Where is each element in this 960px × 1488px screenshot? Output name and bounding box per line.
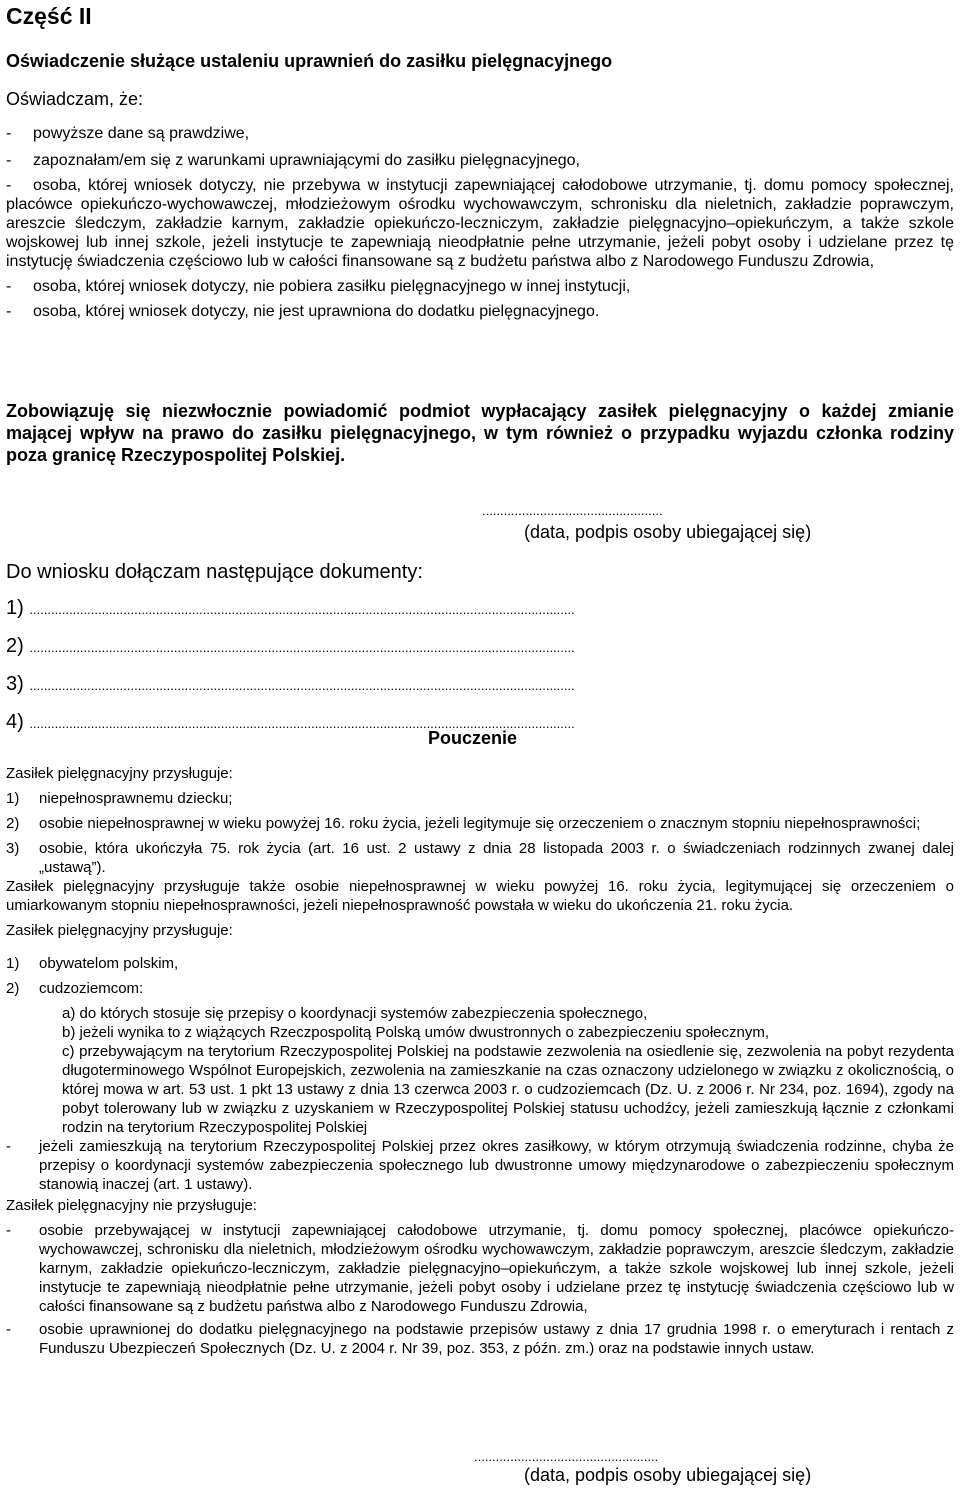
entitled-heading: Zasiłek pielęgnacyjny przysługuje:	[6, 922, 233, 939]
document-blank: .......................................................................................................................................................	[29, 678, 575, 693]
item-text: niepełnosprawnemu dziecku;	[39, 790, 233, 807]
document-line	[6, 634, 954, 672]
declaration-text: osoba, której wniosek dotyczy, nie jest uprawniona do dodatku pielęgnacyjnego.	[33, 303, 600, 320]
item-text: osobie niepełnosprawnej w wieku powyżej 16. roku życia, jeżeli legitymuje się orzeczeniem o znacznym stopniu niepełnosprawności;	[39, 815, 921, 832]
entitled-item	[6, 814, 954, 833]
list-marker: -	[6, 152, 12, 169]
list-marker: -	[6, 278, 12, 295]
list-marker: -	[6, 1138, 11, 1155]
instructions-heading: Pouczenie	[428, 728, 518, 748]
document-number: 2)	[6, 635, 24, 657]
item-number: 1)	[6, 955, 20, 972]
not-entitled-item	[6, 1320, 954, 1358]
declaration-item	[6, 151, 954, 170]
item-text: osobie, która ukończyła 75. rok życia (art. 16 ust. 2 ustawy z dnia 28 listopada 2003 r. o świadczeniach rodzinnych zwanej dalej „ustawą”).	[39, 840, 954, 876]
item-number: 2)	[6, 815, 20, 832]
declaration-item	[6, 124, 954, 143]
declaration-text: powyższe dane są prawdziwe,	[33, 125, 250, 142]
declaration-text: osoba, której wniosek dotyczy, nie przebywa w instytucji zapewniającej całodobowe utrzymanie, tj. domu pomocy społecznej, placówce opiekuńczo-wychowawczej, młodzieżowym ośrodku wychowawczym, schronisku dla nieletnich, zakładzie poprawczym, areszcie śledczym, zakładzie karnym, zakładzie opiekuńczo-leczniczym, zakładzie pielęgnacyjno–opiekuńczym, a także szkole wojskowej lub innej szkole, jeżeli instytucje te zapewniają nieodpłatnie pełne utrzymanie, jeżeli pobyt osoby i udzielane przez tę instytucję świadczenia częściowo lub w całości finansowane są z budżetu państwa albo z Narodowego Funduszu Zdrowia,	[6, 177, 954, 270]
statement-intro: Oświadczam, że:	[6, 89, 144, 109]
declaration-text: osoba, której wniosek dotyczy, nie pobiera zasiłku pielęgnacyjnego w innej instytucji,	[33, 278, 631, 295]
declaration-item	[6, 302, 954, 321]
not-entitled-text: osobie uprawnionej do dodatku pielęgnacyjnego na podstawie przepisów ustawy z dnia 17 grudnia 1998 r. o emeryturach i rentach z Funduszu Ubezpieczeń Społecznych (Dz. U. z 2004 r. Nr 39, poz. 353, z późn. zm.) oraz na podstawie innych ustaw.	[39, 1321, 954, 1357]
item-text: cudzoziemcom:	[39, 980, 144, 997]
declaration-item	[6, 176, 954, 271]
document-blank: .......................................................................................................................................................	[29, 640, 575, 655]
document-line	[6, 596, 954, 634]
instructions-body	[6, 764, 954, 1358]
entitled-item	[6, 789, 954, 808]
documents-heading: Do wniosku dołączam następujące dokumenty:	[6, 561, 423, 583]
item-text: obywatelom polskim,	[39, 955, 179, 972]
declaration-item	[6, 277, 954, 296]
foreigner-condition: b) jeżeli wynika to z wiążących Rzeczpospolitą Polską umów dwustronnych o zabezpieczeniu społecznym,	[62, 1024, 769, 1041]
entitled-item	[6, 839, 954, 877]
declaration-text: zapoznałam/em się z warunkami uprawniającymi do zasiłku pielęgnacyjnego,	[33, 152, 580, 169]
declaration-list	[6, 124, 954, 321]
signature-line: ...................................................	[474, 1449, 659, 1464]
list-marker: -	[6, 303, 12, 320]
not-entitled-text: osobie przebywającej w instytucji zapewniającej całodobowe utrzymanie, tj. domu pomocy społecznej, placówce opiekuńczo-wychowawczej, schronisku dla nieletnich, młodzieżowym ośrodku wychowawczym, zakładzie poprawczym, areszcie śledczym, zakładzie karnym, zakładzie opiekuńczo-leczniczym, zakładzie pielęgnacyjno–opiekuńczym, a także szkole wojskowej lub innej szkole, jeżeli instytucje te zapewniają nieodpłatnie pełne utrzymanie, jeżeli pobyt osoby i udzielane przez tę instytucję świadczenia częściowo lub w całości finansowane są z budżetu państwa albo z Narodowego Funduszu Zdrowia,	[39, 1222, 954, 1315]
statement-title: Oświadczenie służące ustaleniu uprawnień do zasiłku pielęgnacyjnego	[6, 51, 613, 71]
list-marker: -	[6, 1222, 11, 1239]
item-number: 1)	[6, 790, 20, 807]
foreigner-condition: c) przebywającym na terytorium Rzeczypospolitej Polskiej na podstawie zezwolenia na osiedlenie się, zezwolenia na pobyt rezydenta długoterminowego Wspólnot Europejskich, zezwolenia na zamieszkanie na czas oznaczony udzielonego w związku z okolicznością, o której mowa w art. 53 ust. 1 pkt 13 ustawy z dnia 13 czerwca 2003 r. o cudzoziemcach (Dz. U. z 2006 r. Nr 234, poz. 1694), zgody na pobyt tolerowany lub w związku z uzyskaniem w Rzeczypospolitej Polskiej statusu uchodźcy, jeżeli zamieszkują łącznie z członkami rodzin na terytorium Rzeczypospolitej Polskiej	[62, 1043, 954, 1136]
entitled-item	[6, 979, 954, 998]
list-marker: -	[6, 177, 12, 194]
foreigner-condition: a) do których stosuje się przepisy o koordynacji systemów zabezpieczenia społecznego,	[62, 1005, 648, 1022]
entitled-item	[6, 954, 954, 973]
document-number: 3)	[6, 673, 24, 695]
signature-line: ..................................................	[482, 503, 663, 518]
entitled-heading: Zasiłek pielęgnacyjny przysługuje:	[6, 765, 233, 782]
document-blank: .......................................................................................................................................................	[29, 716, 575, 731]
entitled-extra: Zasiłek pielęgnacyjny przysługuje także osobie niepełnosprawnej w wieku powyżej 16. roku życia, legitymującej się orzeczeniem o umiarkowanym stopniu niepełnosprawności, jeżeli niepełnosprawność powstała w wieku do ukończenia 21. roku życia.	[6, 878, 954, 914]
residence-note-text: jeżeli zamieszkują na terytorium Rzeczypospolitej Polskiej przez okres zasiłkowy, w którym otrzymują świadczenia rodzinne, chyba że przepisy o koordynacji systemów zabezpieczenia społecznego lub dwustronne umowy międzynarodowe o zabezpieczeniu społecznym stanowią inaczej (art. 1 ustawy).	[39, 1138, 954, 1193]
not-entitled-item	[6, 1221, 954, 1316]
part-heading: Część II	[6, 3, 92, 29]
document-number: 1)	[6, 597, 24, 619]
document-number: 4)	[6, 711, 24, 733]
list-marker: -	[6, 125, 12, 142]
signature-caption: (data, podpis osoby ubiegającej się)	[524, 1465, 812, 1485]
documents-list	[6, 596, 954, 740]
document-line	[6, 672, 954, 710]
item-number: 2)	[6, 980, 20, 997]
commitment-statement: Zobowiązuję się niezwłocznie powiadomić podmiot wypłacający zasiłek pielęgnacyjny o każdej zmianie mającej wpływ na prawo do zasiłku pielęgnacyjnego, w tym również o przypadku wyjazdu członka rodziny poza granicę Rzeczypospolitej Polskiej.	[6, 401, 954, 465]
residence-note	[6, 1137, 954, 1194]
item-number: 3)	[6, 840, 20, 857]
not-entitled-heading: Zasiłek pielęgnacyjny nie przysługuje:	[6, 1197, 257, 1214]
document-blank: .......................................................................................................................................................	[29, 602, 575, 617]
list-marker: -	[6, 1321, 11, 1338]
signature-caption: (data, podpis osoby ubiegającej się)	[524, 522, 812, 542]
